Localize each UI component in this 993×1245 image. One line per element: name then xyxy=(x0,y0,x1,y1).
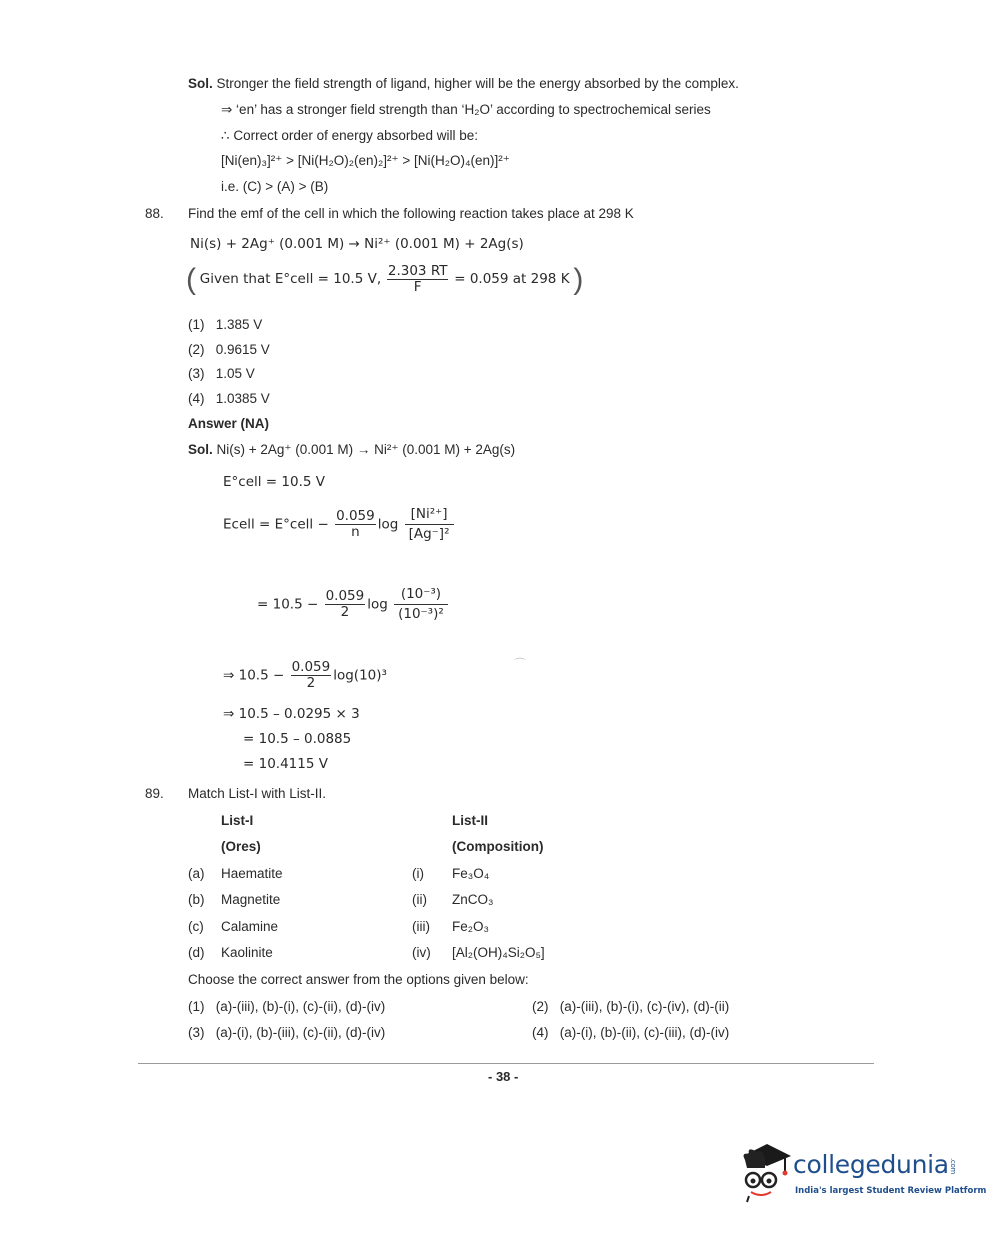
given-suffix: = 0.059 at 298 K xyxy=(454,271,570,288)
collegedunia-logo xyxy=(735,1138,987,1208)
q89-number: 89. xyxy=(145,786,164,801)
sol87-line5: i.e. (C) > (A) > (B) xyxy=(221,179,329,194)
stray-mark: ⌒ xyxy=(514,657,527,671)
mascot-icon xyxy=(735,1138,795,1208)
logo-wordmark xyxy=(793,1150,957,1179)
row-key: (d) xyxy=(188,945,205,960)
list2-title: List-II xyxy=(452,813,488,828)
given-prefix: Given that E°cell = 10.5 V, xyxy=(199,271,382,288)
step3-den: 2 xyxy=(340,604,350,620)
option-number: (4) xyxy=(532,1025,549,1040)
right-paren: ) xyxy=(573,262,584,296)
sol-reaction: Ni(s) + 2Ag⁺ (0.001 M) → Ni²⁺ (0.001 M) + 2Ag(s) xyxy=(216,442,516,457)
q88-given xyxy=(186,264,583,295)
row-ore: Calamine xyxy=(221,919,279,934)
row-key: (b) xyxy=(188,892,205,907)
row-key: (c) xyxy=(188,919,204,934)
row-roman: (i) xyxy=(412,866,424,881)
step3-lhs: = 10.5 − xyxy=(257,596,319,613)
option-text: 1.0385 V xyxy=(215,391,270,406)
row-comp: [Al₂(OH)₄Si₂O₅] xyxy=(452,945,545,960)
sol87-text: Stronger the field strength of ligand, higher will be the energy absorbed by the complex. xyxy=(216,76,739,91)
q88-number: 88. xyxy=(145,206,164,221)
option-text: 0.9615 V xyxy=(215,342,270,357)
q88-sol-line xyxy=(188,442,515,458)
option-text: (a)-(i), (b)-(iii), (c)-(ii), (d)-(iv) xyxy=(215,1025,386,1040)
q89-option-2 xyxy=(532,999,729,1014)
row-ore: Haematite xyxy=(221,866,283,881)
q89-option-4 xyxy=(532,1025,729,1040)
row-comp: Fe₂O₃ xyxy=(452,919,489,934)
option-number: (2) xyxy=(188,342,205,357)
option-number: (1) xyxy=(188,999,205,1014)
q88-step1: E°cell = 10.5 V xyxy=(223,474,325,490)
page-number: - 38 - xyxy=(488,1069,519,1084)
step2-log: log xyxy=(377,516,399,533)
given-den: F xyxy=(413,279,422,295)
row-comp: ZnCO₃ xyxy=(452,892,494,907)
step3-num: 0.059 xyxy=(325,588,365,604)
list2-subtitle: (Composition) xyxy=(452,839,544,854)
option-text: 1.385 V xyxy=(215,317,263,332)
row-roman: (iii) xyxy=(412,919,430,934)
q88-option-1 xyxy=(188,317,262,332)
option-number: (3) xyxy=(188,1025,205,1040)
q88-step7: = 10.4115 V xyxy=(243,756,328,772)
q89-question: Match List-I with List-II. xyxy=(188,786,327,801)
step2-log-den: [Ag⁻]² xyxy=(408,526,450,542)
sol87-line1 xyxy=(188,76,739,91)
step2-log-fraction xyxy=(405,505,454,544)
q88-option-4 xyxy=(188,391,270,406)
option-text: (a)-(iii), (b)-(i), (c)-(iv), (d)-(ii) xyxy=(559,999,730,1014)
sol-label: Sol. xyxy=(188,442,213,457)
q88-step2 xyxy=(223,505,456,544)
sol87-line2: ⇒ ‘en’ has a stronger field strength than ‘H₂O’ according to spectrochemical series xyxy=(221,102,711,117)
sol87-line3: ∴ Correct order of energy absorbed will be: xyxy=(221,128,478,143)
list1-subtitle: (Ores) xyxy=(221,839,261,854)
row-ore: Kaolinite xyxy=(221,945,273,960)
row-comp: Fe₃O₄ xyxy=(452,866,490,881)
given-fraction xyxy=(387,264,449,295)
row-roman: (ii) xyxy=(412,892,427,907)
step3-fraction xyxy=(325,589,366,620)
q89-option-1 xyxy=(188,999,385,1014)
list1-title: List-I xyxy=(221,813,254,828)
given-num: 2.303 RT xyxy=(387,263,448,279)
q88-step3 xyxy=(257,585,450,624)
step2-fraction xyxy=(335,509,376,540)
option-text: (a)-(iii), (b)-(i), (c)-(ii), (d)-(iv) xyxy=(215,999,386,1014)
sol87-line4: [Ni(en)₃]²⁺ > [Ni(H₂O)₂(en)₂]²⁺ > [Ni(H₂O)₄(en)]²⁺ xyxy=(221,153,510,168)
row-ore: Magnetite xyxy=(221,892,281,907)
q89-option-3 xyxy=(188,1025,385,1040)
q88-option-3 xyxy=(188,366,255,381)
q88-question: Find the emf of the cell in which the following reaction takes place at 298 K xyxy=(188,206,634,221)
q89-choose: Choose the correct answer from the options given below: xyxy=(188,972,529,987)
step3-log: log xyxy=(367,596,388,613)
sol-label: Sol. xyxy=(188,76,213,91)
step2-lhs: Ecell = E°cell − xyxy=(223,516,329,533)
step4-rhs: log(10)³ xyxy=(333,667,387,684)
q88-step5: ⇒ 10.5 – 0.0295 × 3 xyxy=(223,706,360,722)
footer-divider xyxy=(138,1063,874,1064)
step3-log-num: (10⁻³) xyxy=(394,585,448,605)
row-roman: (iv) xyxy=(412,945,431,960)
step2-num: 0.059 xyxy=(336,508,375,524)
step2-log-num: [Ni²⁺] xyxy=(405,505,454,525)
option-number: (1) xyxy=(188,317,205,332)
step4-den: 2 xyxy=(306,675,316,691)
step3-log-den: (10⁻³)² xyxy=(398,606,444,622)
option-number: (3) xyxy=(188,366,205,381)
step3-log-fraction xyxy=(394,585,448,624)
option-text: 1.05 V xyxy=(215,366,255,381)
logo-tagline: India's largest Student Review Platform xyxy=(795,1186,987,1196)
q88-step4 xyxy=(223,660,387,691)
logo-com: .com xyxy=(948,1158,957,1174)
q88-step6: = 10.5 – 0.0885 xyxy=(243,731,352,747)
option-number: (4) xyxy=(188,391,205,406)
logo-name: collegedunia xyxy=(793,1150,949,1179)
q88-option-2 xyxy=(188,342,270,357)
step4-num: 0.059 xyxy=(291,659,331,675)
step4-fraction xyxy=(291,660,332,691)
row-key: (a) xyxy=(188,866,205,881)
step2-den: n xyxy=(351,524,360,540)
left-paren: ( xyxy=(186,262,196,296)
step4-lhs: ⇒ 10.5 − xyxy=(223,667,285,684)
q88-answer: Answer (NA) xyxy=(188,416,270,431)
option-number: (2) xyxy=(532,999,549,1014)
q88-reaction: Ni(s) + 2Ag⁺ (0.001 M) → Ni²⁺ (0.001 M) + 2Ag(s) xyxy=(190,236,524,252)
option-text: (a)-(i), (b)-(ii), (c)-(iii), (d)-(iv) xyxy=(559,1025,730,1040)
